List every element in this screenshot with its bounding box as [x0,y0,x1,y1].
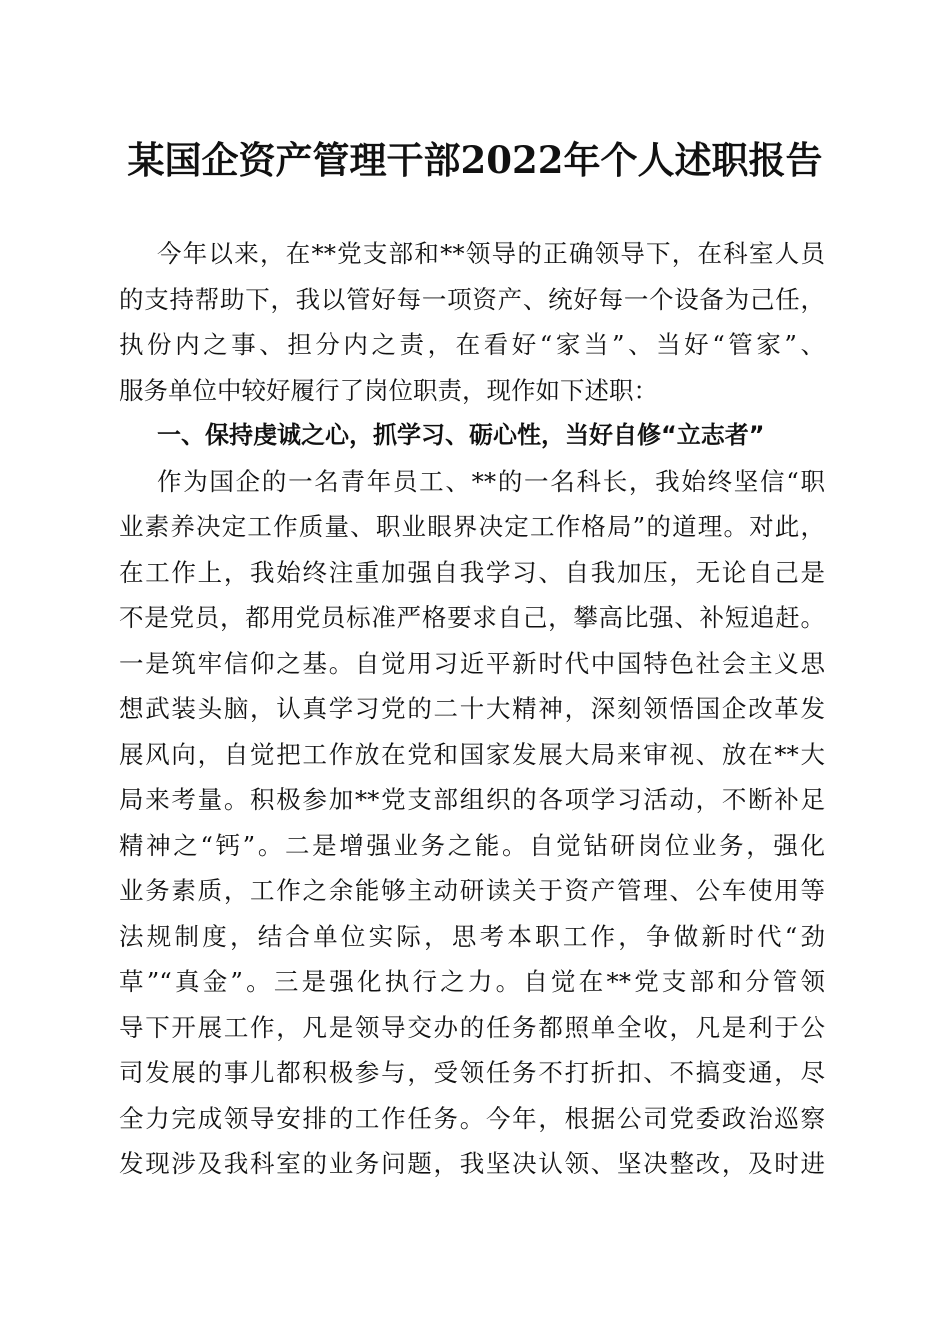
paragraph-line: 今年以来，在**党支部和**领导的正确领导下，在科室人员 [157,239,825,268]
paragraph-line: 服务单位中较好履行了岗位职责，现作如下述职： [119,375,658,405]
section-heading: 一、保持虔诚之心，抓学习、砺心性，当好自修“立志者” [157,421,765,449]
paragraph-line: 的支持帮助下，我以管好每一项资产、统好每一个设备为己任， [119,284,825,314]
document-body [119,231,825,1187]
paragraph-line: 展风向，自觉把工作放在党和国家发展大局来审视、放在**大 [119,739,825,769]
paragraph-line: 在工作上，我始终注重加强自我学习、自我加压，无论自己是 [119,557,825,587]
paragraph-line: 导下开展工作，凡是领导交办的任务都照单全收，凡是利于公 [119,1012,825,1042]
paragraph-line: 司发展的事儿都积极参与，受领任务不打折扣、不搞变通，尽 [119,1058,825,1087]
document-title: 某国企资产管理干部2022年个人述职报告 [127,138,823,182]
paragraph-line: 发现涉及我科室的业务问题，我坚决认领、坚决整改，及时进 [119,1149,825,1178]
paragraph-line: 不是党员，都用党员标准严格要求自己，攀高比强、补短追赶。 [119,603,825,632]
paragraph-line: 法规制度，结合单位实际，思考本职工作，争做新时代“劲 [119,921,825,951]
paragraph-line: 执份内之事、担分内之责，在看好“家当”、当好“管家”、 [119,330,825,359]
paragraph-line: 局来考量。积极参加**党支部组织的各项学习活动，不断补足 [119,785,825,814]
paragraph-line: 想武装头脑，认真学习党的二十大精神，深刻领悟国企改革发 [119,694,825,723]
paragraph-line: 精神之“钙”。二是增强业务之能。自觉钻研岗位业务，强化 [119,830,825,860]
paragraph-line: 业素养决定工作质量、职业眼界决定工作格局”的道理。对此， [119,512,825,541]
paragraph-line: 业务素质，工作之余能够主动研读关于资产管理、公车使用等 [119,876,825,905]
paragraph-line: 全力完成领导安排的工作任务。今年，根据公司党委政治巡察 [119,1103,825,1133]
paragraph-line: 草”“真金”。三是强化执行之力。自觉在**党支部和分管领 [119,967,825,996]
paragraph-line: 一是筑牢信仰之基。自觉用习近平新时代中国特色社会主义思 [119,648,825,678]
paragraph-line: 作为国企的一名青年员工、**的一名科长，我始终坚信“职 [157,466,825,496]
